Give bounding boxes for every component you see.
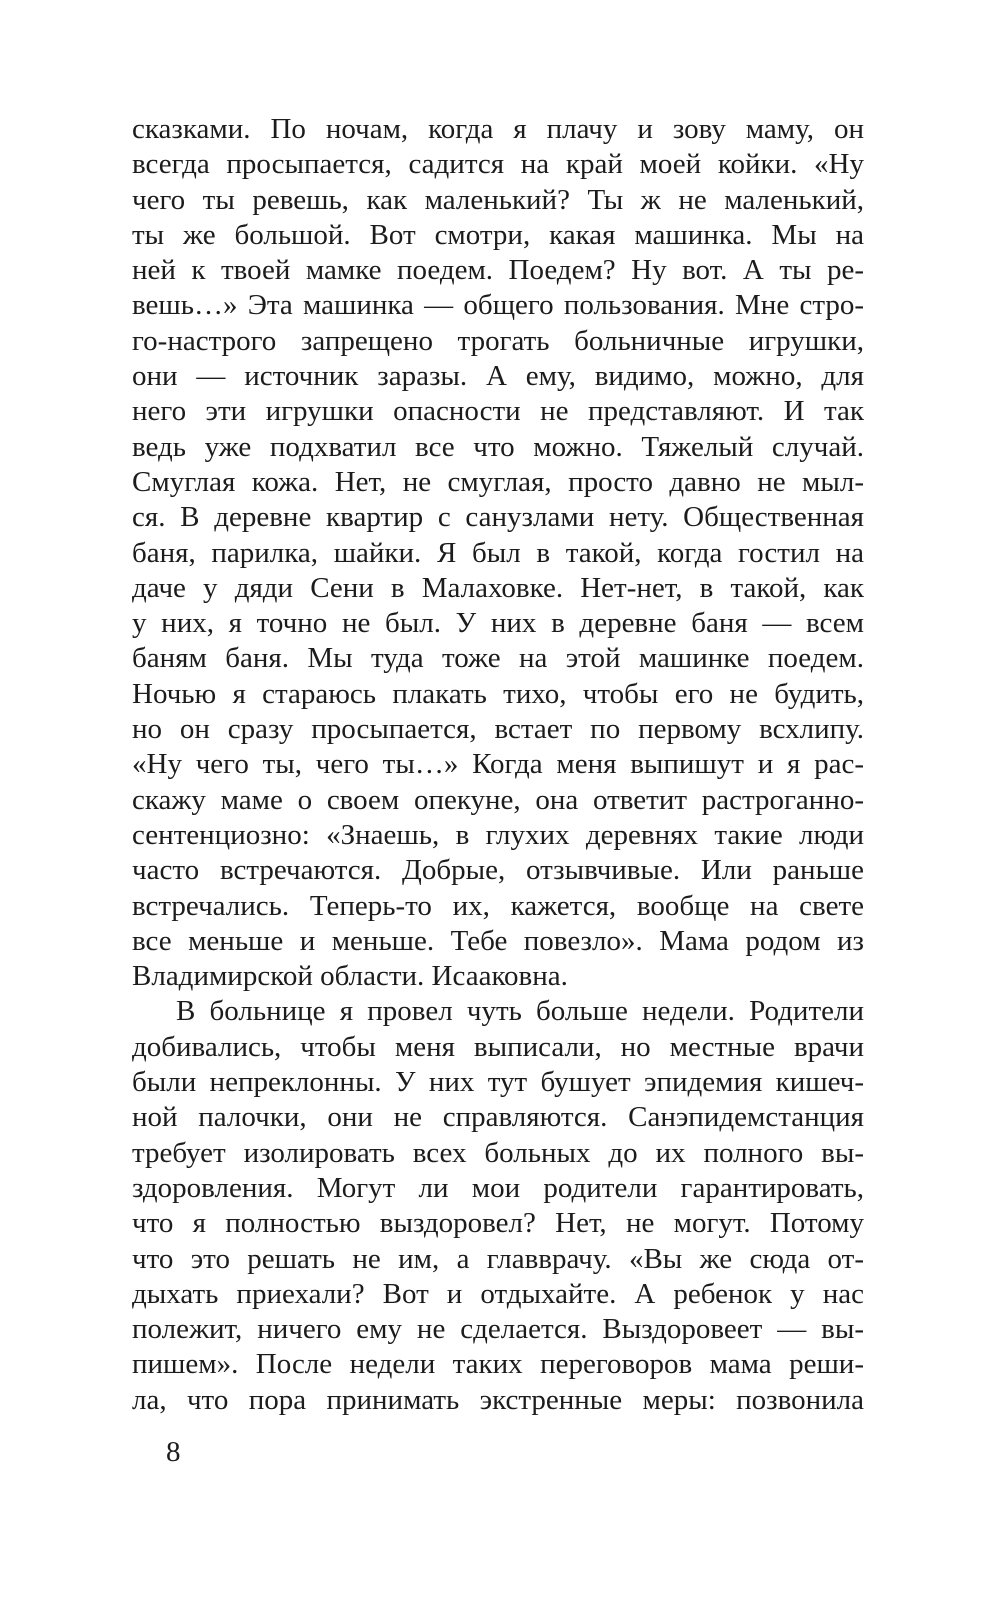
page-number: 8 [166,1436,181,1468]
text-line: все меньше и меньше. Тебе повезло». Мама родом из [132,924,864,957]
text-line: даче у дяди Сени в Малаховке. Нет-нет, в такой, как [132,571,864,604]
text-line: требует изолировать всех больных до их полного вы- [132,1136,864,1169]
text-line: В больнице я провел чуть больше недели. Родители [176,995,864,1028]
text-line: часто встречаются. Добрые, отзывчивые. Или раньше [132,854,864,887]
text-line: Ночью я стараюсь плакать тихо, чтобы его не будить, [132,677,864,710]
text-line: ней к твоей мамке поедем. Поедем? Ну вот. А ты ре- [132,254,864,287]
text-line: дыхать приехали? Вот и отдыхайте. А ребенок у нас [132,1277,864,1310]
text-line: чего ты ревешь, как маленький? Ты ж не маленький, [132,183,864,216]
text-line: «Ну чего ты, чего ты…» Когда меня выпишут и я рас- [132,748,864,781]
text-line: скажу маме о своем опекуне, она ответит растроганно- [132,783,864,816]
text-line: они — источник заразы. А ему, видимо, можно, для [132,360,864,393]
text-line: Смуглая кожа. Нет, не смуглая, просто давно не мыл- [132,465,864,498]
text-line: но он сразу просыпается, встает по первому всхлипу. [132,713,864,746]
text-line: го-настрого запрещено трогать больничные игрушки, [132,324,864,357]
text-line: сентенциозно: «Знаешь, в глухих деревнях такие люди [132,818,864,851]
text-line: всегда просыпается, садится на край моей койки. «Ну [132,148,864,181]
text-line: ла, что пора принимать экстренные меры: позвонила [132,1383,864,1416]
text-line: ведь уже подхватил все что можно. Тяжелый случай. [132,430,864,463]
text-line: у них, я точно не был. У них в деревне баня — всем [132,607,864,640]
text-line: него эти игрушки опасности не представляют. И так [132,395,864,428]
text-line: ной палочки, они не справляются. Санэпидемстанция [132,1101,864,1134]
text-line: ся. В деревне квартир с санузлами нету. Общественная [132,501,864,534]
text-line: Владимирской области. Исааковна. [132,960,568,993]
text-line: ты же большой. Вот смотри, какая машинка. Мы на [132,218,864,251]
text-line: что это решать не им, а главврачу. «Вы же сюда от- [132,1242,864,1275]
text-line: здоровления. Могут ли мои родители гарантировать, [132,1171,864,1204]
text-line: баня, парилка, шайки. Я был в такой, когда гостил на [132,536,864,569]
page-body [132,112,864,1418]
text-line: что я полностью выздоровел? Нет, не могут. Потому [132,1207,864,1240]
text-line: полежит, ничего ему не сделается. Выздоровеет — вы- [132,1313,864,1346]
text-line: встречались. Теперь-то их, кажется, вообще на свете [132,889,864,922]
text-line: добивались, чтобы меня выписали, но местные врачи [132,1030,864,1063]
text-line: сказками. По ночам, когда я плачу и зову маму, он [132,113,864,145]
paragraph-2 [132,994,864,1418]
text-line: вешь…» Эта машинка — общего пользования. Мне стро- [132,289,864,322]
text-line: пишем». После недели таких переговоров мама реши- [132,1348,864,1381]
text-line: были непреклонны. У них тут бушует эпидемия кишеч- [132,1066,864,1099]
text-line: баням баня. Мы туда тоже на этой машинке поедем. [132,642,864,675]
paragraph-1 [132,112,864,994]
